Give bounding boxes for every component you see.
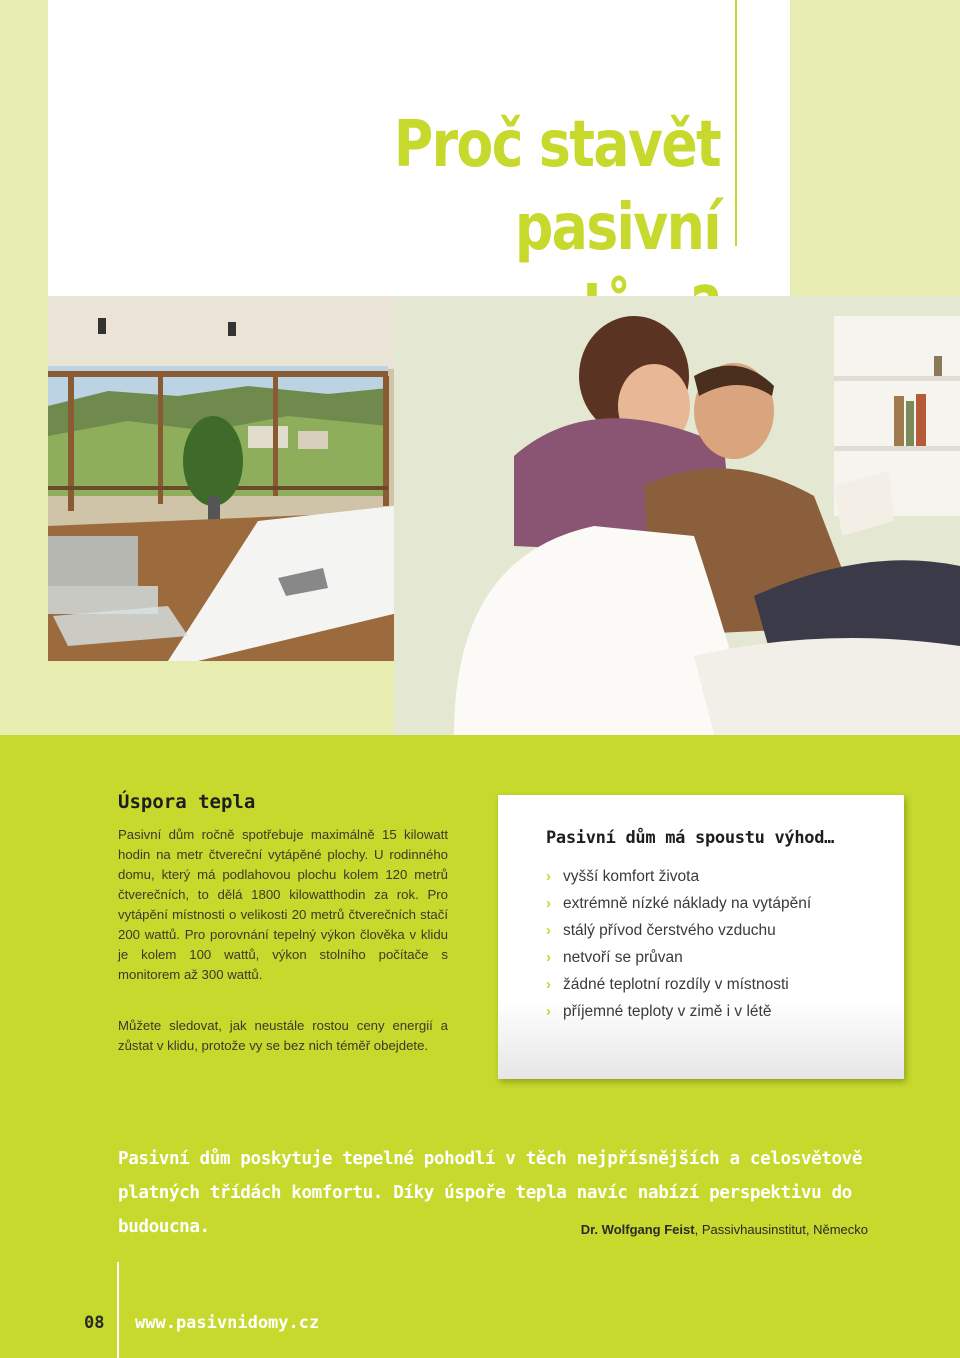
quote-affiliation: , Passivhausinstitut, Německo (694, 1222, 868, 1237)
list-item (546, 998, 811, 1025)
quote-text: Pasivní dům poskytuje tepelné pohodlí v těch nejpřísnějších a celosvětově platných třídách komfortu. Díky úspoře tepla navíc nabízí perspektivu do budoucna. (118, 1149, 863, 1237)
chevron-right-icon: › (546, 976, 551, 993)
advantage-text: stálý přívod čerstvého vzduchu (563, 922, 776, 939)
chevron-right-icon: › (546, 895, 551, 912)
chevron-right-icon: › (546, 1003, 551, 1020)
title-line-2: pasivní (514, 191, 720, 265)
chevron-right-icon: › (546, 922, 551, 939)
website-link[interactable]: www.pasivnidomy.cz (135, 1313, 320, 1333)
list-item (546, 917, 811, 944)
quote-attribution (420, 1222, 868, 1237)
advantages-list (546, 863, 811, 1025)
chevron-right-icon: › (546, 949, 551, 966)
advantage-text: žádné teplotní rozdíly v místnosti (563, 976, 789, 993)
title-divider (735, 0, 737, 246)
title-line-1: Proč stavět (393, 108, 720, 182)
savings-heading: Úspora tepla (118, 791, 256, 813)
list-item (546, 863, 811, 890)
advantage-text: příjemné teploty v zimě i v létě (563, 1003, 772, 1020)
chevron-right-icon: › (546, 868, 551, 885)
savings-paragraph-1: Pasivní dům ročně spotřebuje maximálně 15 kilowatt hodin na metr čtvereční vytápěné plochy. U rodinného domu, který má podlahovou plochu kolem 120 metrů čtverečních, to dělá 1800 kilowatthodin za rok. Pro vytápění místnosti o velikosti 20 metrů čtverečních stačí 200 wattů. Pro porovnání tepelný výkon člověka v klidu je kolem 100 wattů, výkon stolního počítače s monitorem až 300 wattů. (118, 827, 448, 982)
advantage-text: extrémně nízké náklady na vytápění (563, 895, 812, 912)
quote-author: Dr. Wolfgang Feist (580, 1222, 695, 1237)
savings-paragraph-2: Můžete sledovat, jak neustále rostou ceny energií a zůstat v klidu, protože vy se bez nich téměř obejdete. (118, 1018, 448, 1053)
list-item (546, 890, 811, 917)
page-number: 08 (84, 1313, 105, 1333)
footer-divider (117, 1262, 119, 1358)
list-item (546, 944, 811, 971)
advantage-text: netvoří se průvan (563, 949, 683, 966)
advantages-heading: Pasivní dům má spoustu výhod… (546, 828, 835, 848)
advantage-text: vyšší komfort života (563, 868, 700, 885)
couple-photo (394, 296, 960, 735)
list-item (546, 971, 811, 998)
